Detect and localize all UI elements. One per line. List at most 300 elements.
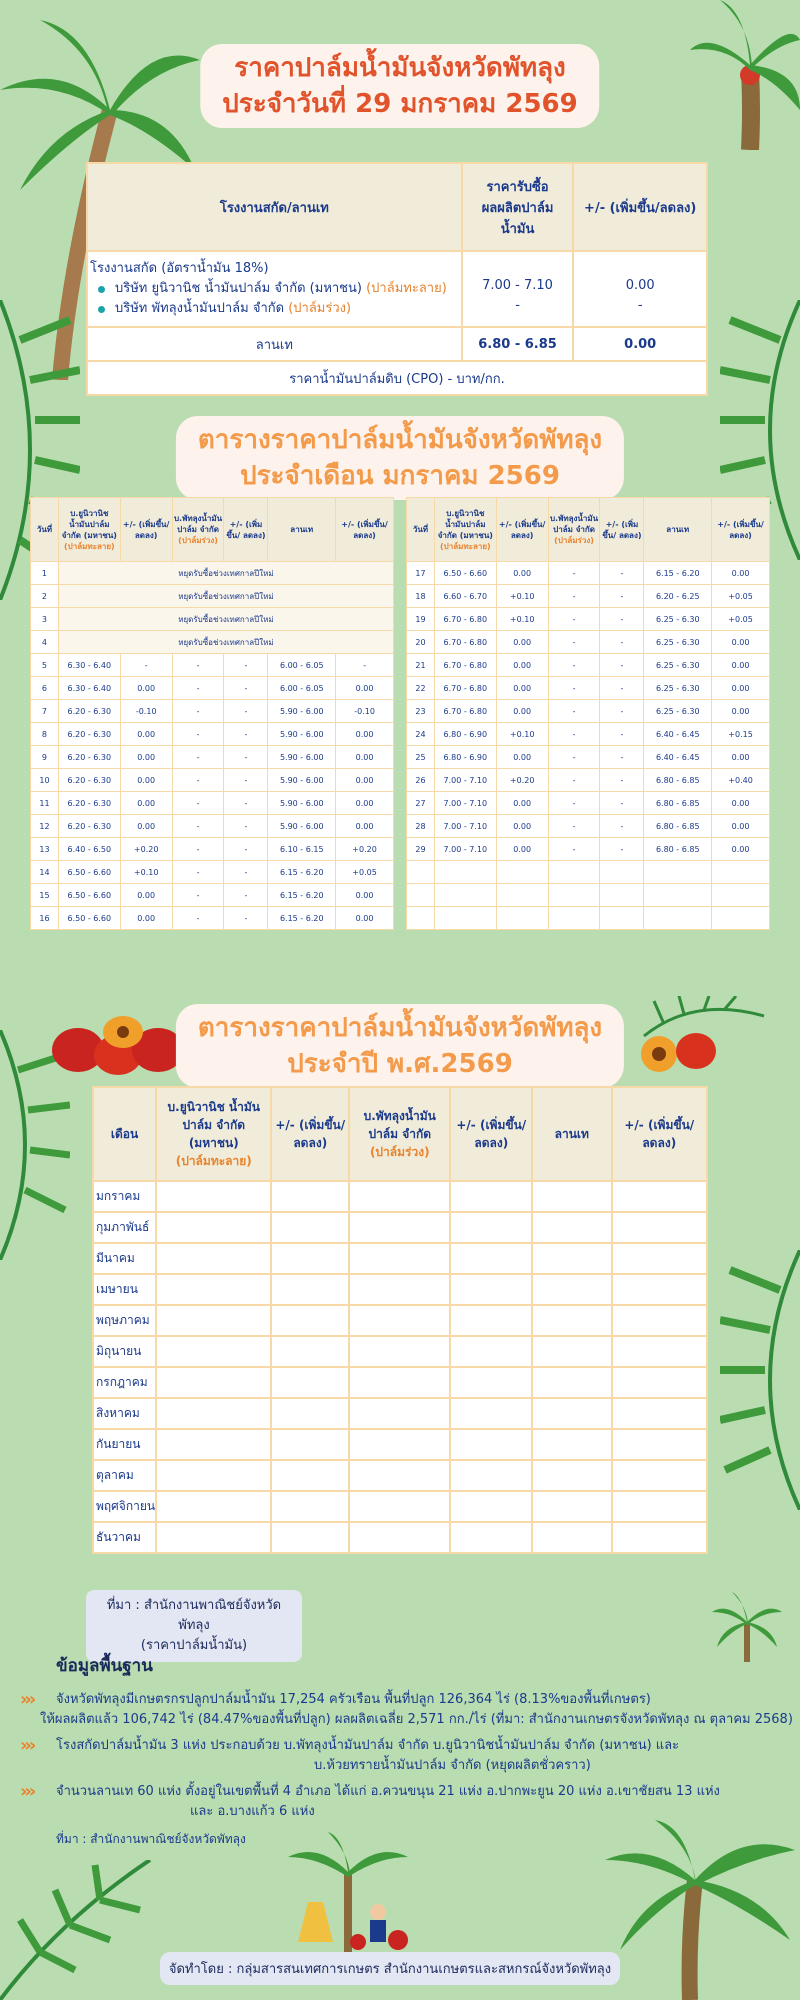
table-row <box>31 585 394 608</box>
holiday-note: หยุดรับซื้อช่วงเทศกาลปีใหม่ <box>58 585 393 608</box>
table-row <box>93 1460 707 1491</box>
univanich-price-cell: 6.50 - 6.60 <box>58 907 120 930</box>
lanthe-change-cell: - <box>336 654 394 677</box>
lanthe-price-cell: 6.15 - 6.20 <box>644 562 712 585</box>
table-row <box>407 654 770 677</box>
table-row <box>93 1491 707 1522</box>
day-cell: 23 <box>407 700 435 723</box>
lanthe-price-cell: 6.25 - 6.30 <box>644 700 712 723</box>
phatthalung-price-cell <box>548 884 600 907</box>
empty-cell <box>156 1460 271 1491</box>
month-cell: กันยายน <box>93 1429 156 1460</box>
day-cell: 25 <box>407 746 435 769</box>
phatthalung-header: บ.พัทลุงน้ำมันปาล์ม จำกัด <box>363 1109 436 1141</box>
empty-cell <box>450 1336 532 1367</box>
table-row <box>407 608 770 631</box>
month-header: เดือน <box>93 1087 156 1181</box>
phatthalung-change-cell: - <box>224 884 268 907</box>
phatthalung-change-cell: - <box>224 700 268 723</box>
info-item-3-line1: จำนวนลานเท 60 แห่ง ตั้งอยู่ในเขตพื้นที่ 4 อำเภอ ได้แก่ อ.ควนขนุน 21 แห่ง อ.ปากพะยูน 20 แห่ง อ.เขาชัยสน 13 แห่ง <box>56 1784 720 1799</box>
empty-cell <box>349 1367 450 1398</box>
lanthe-change-cell: 0.00 <box>336 907 394 930</box>
univanich-price-cell: 6.50 - 6.60 <box>58 884 120 907</box>
lanthe-change-cell: +0.05 <box>712 585 770 608</box>
univanich-header: บ.ยูนิวานิช น้ำมันปาล์ม จำกัด (มหาชน) <box>437 508 493 540</box>
empty-cell <box>156 1181 271 1212</box>
univanich-change-header: +/- (เพิ่มขึ้น/ ลดลง) <box>496 498 548 562</box>
lanthe-change-cell: 0.00 <box>336 677 394 700</box>
lanthe-change-cell: +0.05 <box>712 608 770 631</box>
univanich-change-cell: 0.00 <box>496 815 548 838</box>
lanthe-header: ลานเท <box>644 498 712 562</box>
factory1-price: 7.00 - 7.10 <box>482 278 553 293</box>
small-palm-icon <box>712 1592 782 1662</box>
univanich-change-cell: +0.10 <box>496 608 548 631</box>
phatthalung-price-cell: - <box>172 700 224 723</box>
empty-cell <box>156 1243 271 1274</box>
empty-cell <box>532 1367 611 1398</box>
table-row <box>31 654 394 677</box>
lanthe-price-cell: 6.40 - 6.45 <box>644 723 712 746</box>
lanthe-change-cell: 0.00 <box>712 631 770 654</box>
month-cell: เมษายน <box>93 1274 156 1305</box>
empty-cell <box>271 1367 349 1398</box>
day-cell: 3 <box>31 608 59 631</box>
empty-cell <box>532 1181 611 1212</box>
univanich-price-cell: 7.00 - 7.10 <box>434 769 496 792</box>
empty-cell <box>612 1429 707 1460</box>
day-cell: 19 <box>407 608 435 631</box>
lanthe-price-cell: 5.90 - 6.00 <box>268 700 336 723</box>
empty-cell <box>612 1398 707 1429</box>
info-item-1 <box>20 1690 793 1730</box>
phatthalung-change-cell: - <box>224 907 268 930</box>
univanich-change-cell: 0.00 <box>120 907 172 930</box>
day-cell: 2 <box>31 585 59 608</box>
table-row <box>31 861 394 884</box>
univanich-change-cell: 0.00 <box>120 884 172 907</box>
empty-cell <box>349 1243 450 1274</box>
univanich-change-cell: 0.00 <box>496 654 548 677</box>
holiday-note: หยุดรับซื้อช่วงเทศกาลปีใหม่ <box>58 631 393 654</box>
table-row <box>31 631 394 654</box>
phatthalung-change-cell: - <box>224 677 268 700</box>
factory2-row <box>88 299 461 319</box>
farmer-palm-oil-icon <box>278 1832 418 1952</box>
phatthalung-price-cell: - <box>548 631 600 654</box>
phatthalung-price-cell: - <box>548 562 600 585</box>
phatthalung-change-cell: - <box>224 769 268 792</box>
info-item-3 <box>20 1782 720 1822</box>
table-row <box>93 1305 707 1336</box>
empty-cell <box>532 1243 611 1274</box>
day-cell: 16 <box>31 907 59 930</box>
univanich-price-cell: 6.20 - 6.30 <box>58 815 120 838</box>
day-cell: 6 <box>31 677 59 700</box>
lanthe-change-header: +/- (เพิ่มขึ้น/ลดลง) <box>336 498 394 562</box>
col-change-header: +/- (เพิ่มขึ้น/ลดลง) <box>573 163 707 251</box>
univanich-header: บ.ยูนิวานิช น้ำมันปาล์ม จำกัด (มหาชน) <box>167 1100 260 1150</box>
lanthe-change-cell <box>712 907 770 930</box>
univanich-change-cell: 0.00 <box>496 792 548 815</box>
table-row <box>93 1243 707 1274</box>
empty-cell <box>349 1460 450 1491</box>
table-row <box>407 815 770 838</box>
empty-cell <box>612 1367 707 1398</box>
yearly-title-line1: ตารางราคาปาล์มน้ำมันจังหวัดพัทลุง <box>197 1013 603 1043</box>
phatthalung-price-cell: - <box>548 608 600 631</box>
empty-cell <box>532 1398 611 1429</box>
factory2-change: - <box>637 298 643 313</box>
empty-cell <box>612 1305 707 1336</box>
month-cell: พฤศจิกายน <box>93 1491 156 1522</box>
lanthe-price-cell: 6.00 - 6.05 <box>268 677 336 700</box>
empty-cell <box>612 1181 707 1212</box>
cpo-label: ราคาน้ำมันปาล์มดิบ (CPO) - บาท/กก. <box>87 361 707 395</box>
lanthe-header: ลานเท <box>268 498 336 562</box>
page-title-line2: ประจำวันที่ 29 มกราคม 2569 <box>222 89 578 119</box>
empty-cell <box>156 1367 271 1398</box>
phatthalung-change-cell: - <box>600 631 644 654</box>
empty-cell <box>532 1212 611 1243</box>
lanthe-change-header: +/- (เพิ่มขึ้น/ลดลง) <box>712 498 770 562</box>
empty-cell <box>156 1398 271 1429</box>
month-cell: ธันวาคม <box>93 1522 156 1553</box>
univanich-price-cell: 6.70 - 6.80 <box>434 608 496 631</box>
lanthe-change-cell: 0.00 <box>712 654 770 677</box>
source-line1: ที่มา : สำนักงานพาณิชย์จังหวัดพัทลุง <box>106 1598 282 1633</box>
table-row <box>407 792 770 815</box>
daily-price-table <box>86 162 708 396</box>
lanthe-change-cell: +0.20 <box>336 838 394 861</box>
lanthe-price-cell: 6.00 - 6.05 <box>268 654 336 677</box>
day-cell <box>407 884 435 907</box>
univanich-price-cell: 6.70 - 6.80 <box>434 654 496 677</box>
day-cell: 13 <box>31 838 59 861</box>
univanich-change-cell: 0.00 <box>120 746 172 769</box>
univanich-change-cell: - <box>120 654 172 677</box>
info-item-3-line2: และ อ.บางแก้ว 6 แห่ง <box>190 1804 315 1819</box>
phatthalung-change-cell: - <box>224 838 268 861</box>
univanich-change-cell: 0.00 <box>496 700 548 723</box>
holiday-note: หยุดรับซื้อช่วงเทศกาลปีใหม่ <box>58 562 393 585</box>
empty-cell <box>349 1274 450 1305</box>
empty-cell <box>156 1522 271 1553</box>
day-cell: 28 <box>407 815 435 838</box>
info-item-1-line2: ให้ผลผลิตแล้ว 106,742 ไร่ (84.47%ของพื้นที่ปลูก) ผลผลิตเฉลี่ย 2,571 กก./ไร่ (ที่มา: สำนักงานเกษตรจังหวัดพัทลุง ณ ตุลาคม 2568) <box>40 1712 793 1727</box>
table-row <box>31 769 394 792</box>
lanthe-change-cell: 0.00 <box>712 792 770 815</box>
yearly-title-line2: ประจำปี พ.ศ.2569 <box>287 1049 513 1079</box>
univanich-change-cell <box>496 907 548 930</box>
lanthe-change-cell: 0.00 <box>336 792 394 815</box>
info-item-2-line1: โรงสกัดปาล์มน้ำมัน 3 แห่ง ประกอบด้วย บ.พัทลุงน้ำมันปาล์ม จำกัด บ.ยูนิวานิชน้ำมันปาล์ม จำกัด (มหาชน) และ <box>56 1738 680 1753</box>
bullet-dot-icon <box>98 286 105 293</box>
lanthe-price-cell: 6.25 - 6.30 <box>644 677 712 700</box>
day-cell: 1 <box>31 562 59 585</box>
phatthalung-change-cell: - <box>600 838 644 861</box>
info-item-2-line2: บ.ห้วยทรายน้ำมันปาล์ม จำกัด (หยุดผลิตชั่วคราว) <box>314 1758 591 1773</box>
empty-cell <box>271 1305 349 1336</box>
phatthalung-price-cell: - <box>172 746 224 769</box>
empty-cell <box>349 1212 450 1243</box>
table-row <box>407 861 770 884</box>
lanthe-change-cell: +0.40 <box>712 769 770 792</box>
phatthalung-change-header: +/- (เพิ่มขึ้น/ ลดลง) <box>224 498 268 562</box>
univanich-price-cell: 6.70 - 6.80 <box>434 677 496 700</box>
lanthe-price: 6.80 - 6.85 <box>462 327 574 361</box>
lanthe-price-cell: 6.15 - 6.20 <box>268 907 336 930</box>
lanthe-price-cell: 5.90 - 6.00 <box>268 792 336 815</box>
lanthe-change-cell: -0.10 <box>336 700 394 723</box>
table-row <box>93 1181 707 1212</box>
univanich-change-cell: 0.00 <box>496 746 548 769</box>
empty-cell <box>271 1429 349 1460</box>
phatthalung-tag: (ปาล์มร่วง) <box>178 536 218 545</box>
factory2-tag: (ปาล์มร่วง) <box>288 301 352 316</box>
univanich-price-cell: 6.80 - 6.90 <box>434 723 496 746</box>
empty-cell <box>450 1181 532 1212</box>
phatthalung-change-cell: - <box>600 585 644 608</box>
empty-cell <box>612 1212 707 1243</box>
day-cell: 22 <box>407 677 435 700</box>
table-row <box>31 884 394 907</box>
day-cell: 18 <box>407 585 435 608</box>
lanthe-change-cell: 0.00 <box>712 562 770 585</box>
empty-cell <box>271 1274 349 1305</box>
univanich-change-cell: 0.00 <box>120 769 172 792</box>
table-row <box>93 1522 707 1553</box>
empty-cell <box>271 1336 349 1367</box>
lanthe-label: ลานเท <box>87 327 462 361</box>
table-row <box>93 1212 707 1243</box>
phatthalung-change-cell: - <box>600 562 644 585</box>
lanthe-price-cell: 6.25 - 6.30 <box>644 631 712 654</box>
univanich-price-cell: 7.00 - 7.10 <box>434 815 496 838</box>
source-line2: (ราคาปาล์มน้ำมัน) <box>140 1638 248 1653</box>
table-row <box>31 700 394 723</box>
phatthalung-change-header: +/- (เพิ่มขึ้น/ ลดลง) <box>600 498 644 562</box>
table-row <box>407 585 770 608</box>
phatthalung-change-cell: - <box>600 723 644 746</box>
phatthalung-price-cell: - <box>172 792 224 815</box>
phatthalung-price-cell: - <box>548 769 600 792</box>
day-header: วันที่ <box>31 498 59 562</box>
lanthe-price-cell: 5.90 - 6.00 <box>268 769 336 792</box>
phatthalung-tag: (ปาล์มร่วง) <box>369 1145 430 1159</box>
univanich-change-cell: 0.00 <box>120 677 172 700</box>
footer-credit: จัดทำโดย : กลุ่มสารสนเทศการเกษตร สำนักงานเกษตรและสหกรณ์จังหวัดพัทลุง <box>160 1952 620 1985</box>
phatthalung-price-cell: - <box>548 746 600 769</box>
palm-fruit-leaf-icon <box>624 996 774 1076</box>
lanthe-price-cell: 6.25 - 6.30 <box>644 608 712 631</box>
empty-cell <box>271 1460 349 1491</box>
empty-cell <box>271 1522 349 1553</box>
phatthalung-price-cell <box>548 907 600 930</box>
univanich-price-cell: 6.20 - 6.30 <box>58 723 120 746</box>
phatthalung-price-cell: - <box>172 723 224 746</box>
month-cell: มีนาคม <box>93 1243 156 1274</box>
univanich-price-cell: 6.40 - 6.50 <box>58 838 120 861</box>
chevron-right-icon: ››› <box>20 1781 34 1802</box>
empty-cell <box>450 1367 532 1398</box>
day-cell: 29 <box>407 838 435 861</box>
day-cell: 9 <box>31 746 59 769</box>
empty-cell <box>450 1243 532 1274</box>
lanthe-change: 0.00 <box>573 327 707 361</box>
phatthalung-price-cell: - <box>548 792 600 815</box>
factory1-tag: (ปาล์มทะลาย) <box>366 281 447 296</box>
phatthalung-price-cell: - <box>172 907 224 930</box>
holiday-note: หยุดรับซื้อช่วงเทศกาลปีใหม่ <box>58 608 393 631</box>
month-cell: พฤษภาคม <box>93 1305 156 1336</box>
empty-cell <box>532 1305 611 1336</box>
lanthe-change-cell: 0.00 <box>712 700 770 723</box>
day-cell: 14 <box>31 861 59 884</box>
lanthe-change-cell: 0.00 <box>336 815 394 838</box>
change2-header: +/- (เพิ่มขึ้น/ลดลง) <box>450 1087 532 1181</box>
lanthe-price-cell: 6.80 - 6.85 <box>644 769 712 792</box>
table-row <box>407 838 770 861</box>
lanthe-change-cell: 0.00 <box>712 677 770 700</box>
phatthalung-price-cell: - <box>172 815 224 838</box>
lanthe-change-cell: 0.00 <box>336 723 394 746</box>
lanthe-price-cell: 6.20 - 6.25 <box>644 585 712 608</box>
univanich-change-cell: -0.10 <box>120 700 172 723</box>
lanthe-price-cell <box>644 907 712 930</box>
table-row <box>31 723 394 746</box>
change1-header: +/- (เพิ่มขึ้น/ลดลง) <box>271 1087 349 1181</box>
empty-cell <box>349 1181 450 1212</box>
phatthalung-price-cell: - <box>172 861 224 884</box>
table-row <box>407 700 770 723</box>
monthly-table-right <box>406 497 770 930</box>
phatthalung-header: บ.พัทลุงน้ำมันปาล์ม จำกัด <box>173 514 223 534</box>
empty-cell <box>349 1336 450 1367</box>
lanthe-price-cell: 6.25 - 6.30 <box>644 654 712 677</box>
lanthe-price-cell: 6.80 - 6.85 <box>644 792 712 815</box>
day-cell: 20 <box>407 631 435 654</box>
phatthalung-header: บ.พัทลุงน้ำมันปาล์ม จำกัด <box>549 514 599 534</box>
table-row <box>407 631 770 654</box>
phatthalung-change-cell: - <box>224 815 268 838</box>
day-cell: 7 <box>31 700 59 723</box>
empty-cell <box>349 1305 450 1336</box>
lanthe-price-cell: 6.80 - 6.85 <box>644 838 712 861</box>
empty-cell <box>450 1491 532 1522</box>
day-cell <box>407 907 435 930</box>
phatthalung-change-cell: - <box>600 815 644 838</box>
univanich-price-cell: 6.50 - 6.60 <box>58 861 120 884</box>
lanthe-price-cell: 6.15 - 6.20 <box>268 884 336 907</box>
empty-cell <box>612 1460 707 1491</box>
lanthe-change-cell: 0.00 <box>336 769 394 792</box>
univanich-change-cell: 0.00 <box>496 838 548 861</box>
phatthalung-price-cell: - <box>172 769 224 792</box>
empty-cell <box>349 1398 450 1429</box>
univanich-price-cell: 6.80 - 6.90 <box>434 746 496 769</box>
phatthalung-price-cell: - <box>548 838 600 861</box>
univanich-price-cell: 6.20 - 6.30 <box>58 769 120 792</box>
lanthe-change-cell <box>712 861 770 884</box>
table-row <box>407 562 770 585</box>
palm-tree-bottom-right-icon <box>600 1820 800 2000</box>
lanthe-price-cell <box>644 861 712 884</box>
lanthe-change-cell: +0.05 <box>336 861 394 884</box>
monthly-title <box>176 416 624 500</box>
empty-cell <box>532 1429 611 1460</box>
empty-cell <box>349 1429 450 1460</box>
table-row <box>407 677 770 700</box>
phatthalung-change-cell: - <box>224 861 268 884</box>
empty-cell <box>156 1274 271 1305</box>
phatthalung-change-cell: - <box>600 792 644 815</box>
month-cell: ตุลาคม <box>93 1460 156 1491</box>
empty-cell <box>156 1305 271 1336</box>
day-cell <box>407 861 435 884</box>
day-cell: 17 <box>407 562 435 585</box>
lanthe-change-cell: 0.00 <box>336 884 394 907</box>
univanich-price-cell: 6.70 - 6.80 <box>434 700 496 723</box>
info-item-2 <box>20 1736 679 1776</box>
univanich-price-cell <box>434 861 496 884</box>
phatthalung-change-cell: - <box>224 654 268 677</box>
phatthalung-change-cell: - <box>600 608 644 631</box>
empty-cell <box>450 1212 532 1243</box>
lanthe-price-cell <box>644 884 712 907</box>
table-row <box>31 746 394 769</box>
univanich-price-cell: 6.20 - 6.30 <box>58 792 120 815</box>
lanthe-change-cell: 0.00 <box>336 746 394 769</box>
chevron-right-icon: ››› <box>20 1735 34 1756</box>
univanich-price-cell: 6.60 - 6.70 <box>434 585 496 608</box>
empty-cell <box>532 1336 611 1367</box>
yearly-title <box>176 1004 624 1088</box>
phatthalung-price-cell: - <box>548 723 600 746</box>
table-row <box>31 815 394 838</box>
factory1-change: 0.00 <box>625 278 655 293</box>
phatthalung-change-cell: - <box>600 677 644 700</box>
phatthalung-price-cell: - <box>548 585 600 608</box>
phatthalung-price-cell: - <box>548 654 600 677</box>
univanich-price-cell <box>434 907 496 930</box>
lanthe-header: ลานเท <box>532 1087 611 1181</box>
empty-cell <box>349 1522 450 1553</box>
univanich-price-cell <box>434 884 496 907</box>
table-row <box>407 907 770 930</box>
table-row <box>31 838 394 861</box>
phatthalung-change-cell: - <box>600 700 644 723</box>
lanthe-price-cell: 5.90 - 6.00 <box>268 723 336 746</box>
day-cell: 4 <box>31 631 59 654</box>
empty-cell <box>612 1336 707 1367</box>
univanich-price-cell: 7.00 - 7.10 <box>434 792 496 815</box>
lanthe-price-cell: 6.80 - 6.85 <box>644 815 712 838</box>
empty-cell <box>156 1212 271 1243</box>
phatthalung-change-cell: - <box>224 792 268 815</box>
palm-tree-right-icon <box>690 0 800 150</box>
table-row <box>93 1336 707 1367</box>
univanich-change-cell: +0.20 <box>120 838 172 861</box>
empty-cell <box>532 1522 611 1553</box>
empty-cell <box>271 1398 349 1429</box>
univanich-tag: (ปาล์มทะลาย) <box>63 541 115 551</box>
phatthalung-price-cell: - <box>172 884 224 907</box>
phatthalung-change-cell: - <box>600 746 644 769</box>
day-header: วันที่ <box>407 498 435 562</box>
phatthalung-change-cell <box>600 884 644 907</box>
day-cell: 11 <box>31 792 59 815</box>
